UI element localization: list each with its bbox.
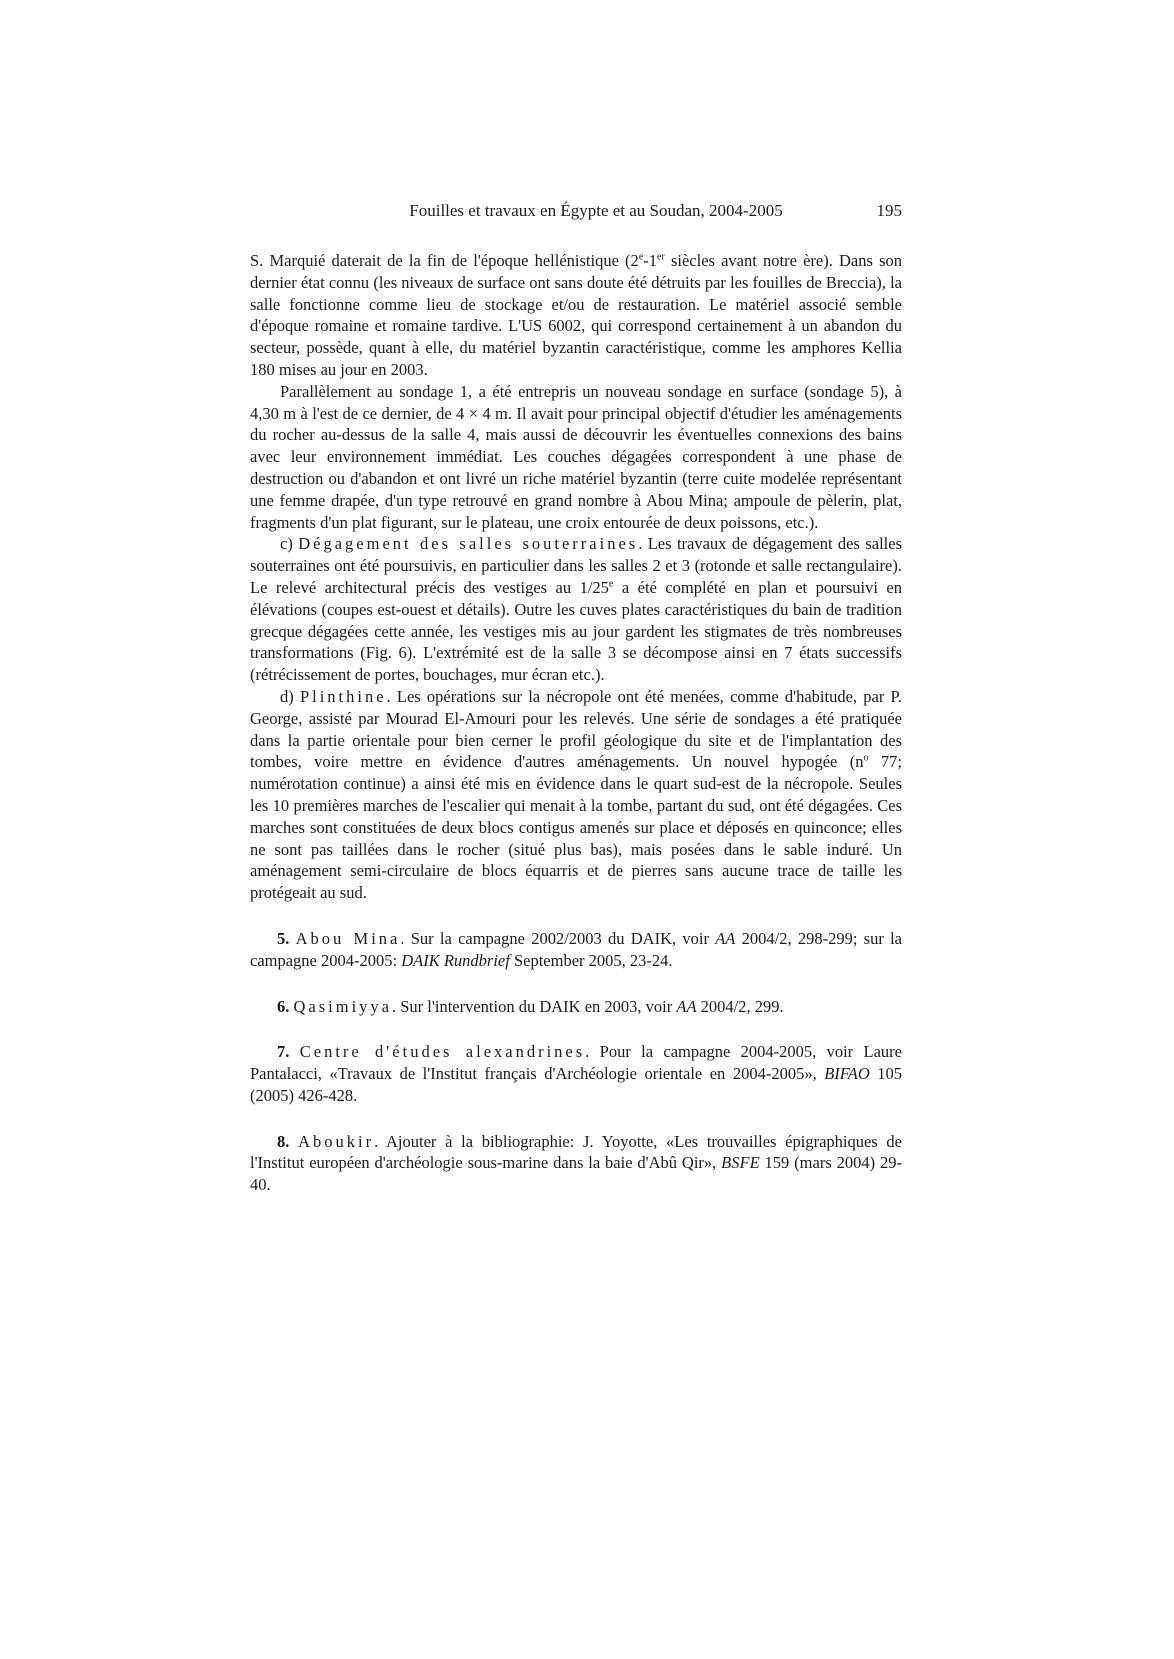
page bbox=[250, 200, 902, 1220]
running-header bbox=[250, 200, 902, 222]
section-heading: Dégagement des salles souterraines bbox=[298, 534, 639, 554]
running-title: Fouilles et travaux en Égypte et au Soudan, 2004-2005 bbox=[409, 201, 783, 220]
paragraph: Parallèlement au sondage 1, a été entrepris un nouveau sondage en surface (sondage 5), à 4,30 m à l'est de ce dernier, de 4 × 4 m. Il avait pour principal objectif d'étudier les aménagements du rocher au-dessus de la salle 4, mais aussi de découvrir les éventuelles connexions des bains avec leur environnement immédiat. Les couches dégagées correspondent à une phase de destruction ou d'abandon et ont livré un riche matériel byzantin (terre cuite modelée représentant une femme drapée, d'un type retrouvé en grand nombre à Abou Mina; ampoule de pèlerin, plat, fragments d'un plat figurant, sur le plateau, une croix entourée de deux poissons, etc.). bbox=[250, 381, 902, 532]
note-5: 5. Abou Mina. Sur la campagne 2002/2003 du DAIK, voir AA 2004/2, 298-299; sur la campagne 2004-2005: DAIK Rundbrief September 2005, 23-24. bbox=[250, 928, 902, 970]
paragraph: d) Plinthine. Les opérations sur la nécropole ont été menées, comme d'habitude, par P. George, assisté par Mourad El-Amouri pour les relevés. Une série de sondages a été pratiquée dans la partie orientale pour bien cerner le profil géologique du site et de l'implantation des tombes, voire mettre en évidence d'autres aménagements. Un nouvel hypogée ($n^o$ 77; numérotation continue) a ainsi été mis en évidence dans le quart sud-est de la nécropole. Seules les 10 premières marches de l'escalier qui menait à la tombe, partant du sud, ont été dégagées. Ces marches sont constituées de deux blocs contigus amenés sur place et déposés en quinconce; elles ne sont pas taillées dans le rocher (situé plus bas), mais posées dans le sable induré. Un aménagement semi-circulaire de blocs équarris et de pierres sans aucune trace de taille les protégeait au sud. bbox=[250, 686, 902, 903]
paragraph: c) Dégagement des salles souterraines. Les travaux de dégagement des salles souterraines ont été poursuivis, en particulier dans les salles 2 et 3 (rotonde et salle rectangulaire). Le relevé architectural précis des vestiges au 1/25e a été complété en plan et poursuivi en élévations (coupes est-ouest et détails). Outre les cuves plates caractéristiques du bain de tradition grecque dégagées cette année, les vestiges mis au jour gardent les stigmates de très nombreuses transformations (Fig. 6). L'extrémité est de la salle 3 se décompose ainsi en 7 états successifs (rétrécissement de portes, bouchages, mur écran etc.). bbox=[250, 534, 902, 685]
body-text bbox=[250, 250, 902, 904]
note-6: 6. Qasimiyya. Sur l'intervention du DAIK en 2003, voir AA 2004/2, 299. bbox=[277, 996, 784, 1016]
paragraph: S. Marquié daterait de la fin de l'époque hellénistique (2e-1er siècles avant notre ère). Dans son dernier état connu (les niveaux de surface ont sans doute été détruits par les fouilles de Breccia), la salle fonctionne comme lieu de stockage et/ou de restauration. Le matériel associé semble d'époque romaine et romaine tardive. L'US 6002, qui correspond certainement à un abandon du secteur, possède, quant à elle, du matériel byzantin caractéristique, comme les amphores Kellia 180 mises au jour en 2003. bbox=[250, 251, 902, 379]
page-number: 195 bbox=[876, 201, 902, 220]
note-7: 7. Centre d'études alexandrines. Pour la campagne 2004-2005, voir Laure Pantalacci, «Travaux de l'Institut français d'Archéologie orientale en 2004-2005», BIFAO 105 (2005) 426-428. bbox=[250, 1042, 903, 1105]
note-8: 8. Aboukir. Ajouter à la bibliographie: J. Yoyotte, «Les trouvailles épigraphiques de l'Institut européen d'archéologie sous-marine dans la baie d'Abû Qir», BSFE 159 (mars 2004) 29-40. bbox=[250, 1131, 903, 1195]
notes bbox=[250, 928, 902, 1196]
section-heading: Plinthine bbox=[299, 686, 387, 706]
